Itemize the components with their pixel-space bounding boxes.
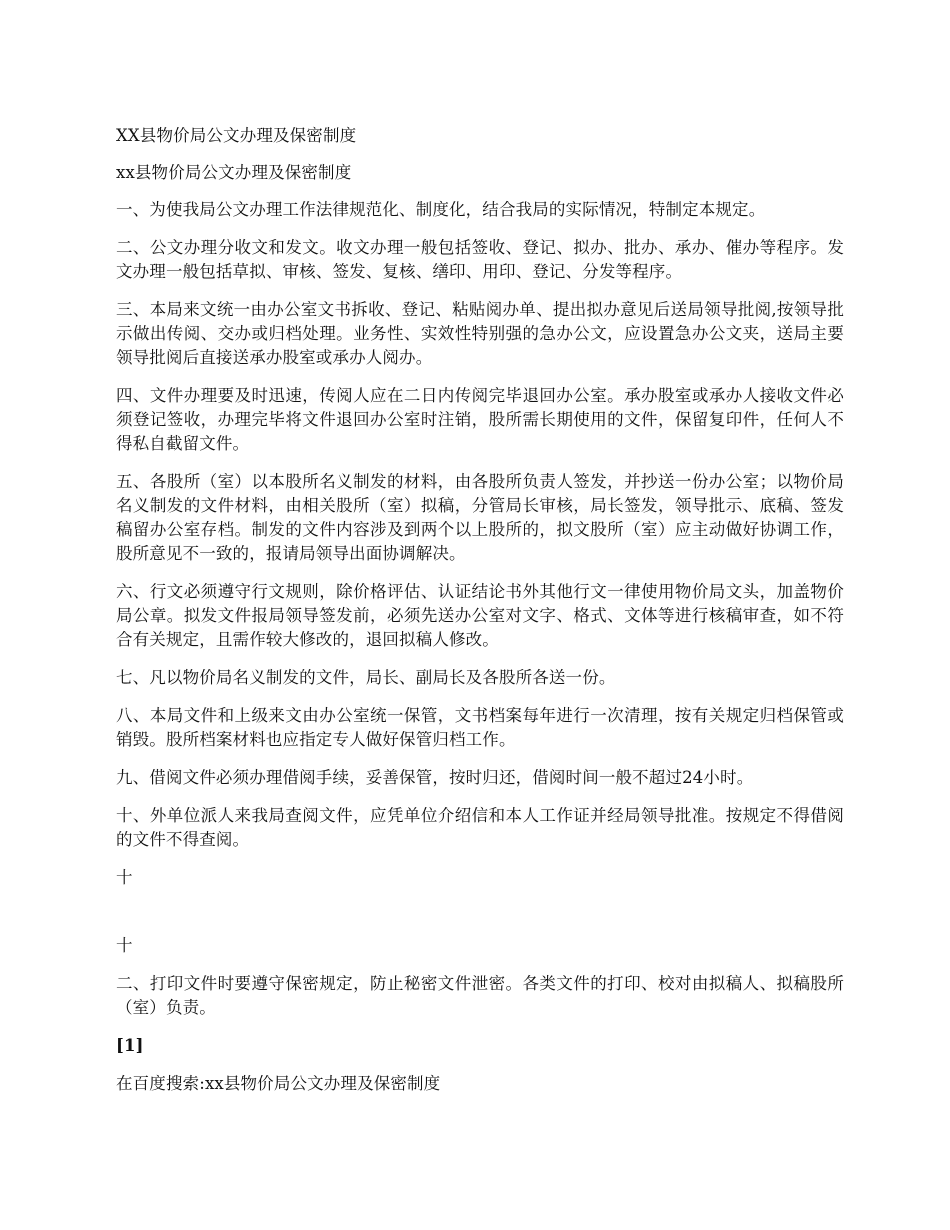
paragraph-10: 十、外单位派人来我局查阅文件，应凭单位介绍信和本人工作证并经局领导批准。按规定不得借阅的文件不得查阅。 xyxy=(116,806,844,849)
document-title-lower: xx县物价局公文办理及保密制度 xyxy=(116,163,352,182)
paragraph-6: 六、行文必须遵守行文规则，除价格评估、认证结论书外其他行文一律使用物价局文头，加盖物价局公章。拟发文件报局领导签发前，必须先送办公室对文字、格式、文体等进行核稿审查，如不符合有关规定，且需作较大修改的，退回拟稿人修改。 xyxy=(116,582,844,649)
fragment-shi-2: 十 xyxy=(116,936,133,955)
search-line: 在百度搜索:xx县物价局公文办理及保密制度 xyxy=(116,1074,441,1093)
reference-marker: [1] xyxy=(116,1036,144,1055)
paragraph-7: 七、凡以物价局名义制发的文件，局长、副局长及各股所各送一份。 xyxy=(116,668,616,687)
fragment-shi-1: 十 xyxy=(116,868,133,887)
paragraph-5: 五、各股所（室）以本股所名义制发的材料，由各股所负责人签发，并抄送一份办公室；以物价局名义制发的文件材料，由相关股所（室）拟稿，分管局长审核，局长签发，领导批示、底稿、签发稿留办公室存档。制发的文件内容涉及到两个以上股所的，拟文股所（室）应主动做好协调工作，股所意见不一致的，报请局领导出面协调解决。 xyxy=(116,472,844,563)
paragraph-4: 四、文件办理要及时迅速，传阅人应在二日内传阅完毕退回办公室。承办股室或承办人接收文件必须登记签收，办理完毕将文件退回办公室时注销，股所需长期使用的文件，保留复印件，任何人不得私自截留文件。 xyxy=(116,386,844,453)
paragraph-12: 二、打印文件时要遵守保密规定，防止秘密文件泄密。各类文件的打印、校对由拟稿人、拟稿股所（室）负责。 xyxy=(116,974,844,1017)
paragraph-1: 一、为使我局公文办理工作法律规范化、制度化，结合我局的实际情况，特制定本规定。 xyxy=(116,200,766,219)
document-title-upper: XX县物价局公文办理及保密制度 xyxy=(116,126,357,145)
paragraph-9: 九、借阅文件必须办理借阅手续，妥善保管，按时归还，借阅时间一般不超过24小时。 xyxy=(116,768,754,787)
paragraph-8: 八、本局文件和上级来文由办公室统一保管，文书档案每年进行一次清理，按有关规定归档保管或销毁。股所档案材料也应指定专人做好保管归档工作。 xyxy=(116,706,844,749)
paragraph-3: 三、本局来文统一由办公室文书拆收、登记、粘贴阅办单、提出拟办意见后送局领导批阅,按领导批示做出传阅、交办或归档处理。业务性、实效性特别强的急办公文，应设置急办公文夹，送局主要领导批阅后直接送承办股室或承办人阅办。 xyxy=(116,300,844,367)
paragraph-2: 二、公文办理分收文和发文。收文办理一般包括签收、登记、拟办、批办、承办、催办等程序。发文办理一般包括草拟、审核、签发、复核、缮印、用印、登记、分发等程序。 xyxy=(116,238,844,281)
document-page xyxy=(116,124,844,1110)
